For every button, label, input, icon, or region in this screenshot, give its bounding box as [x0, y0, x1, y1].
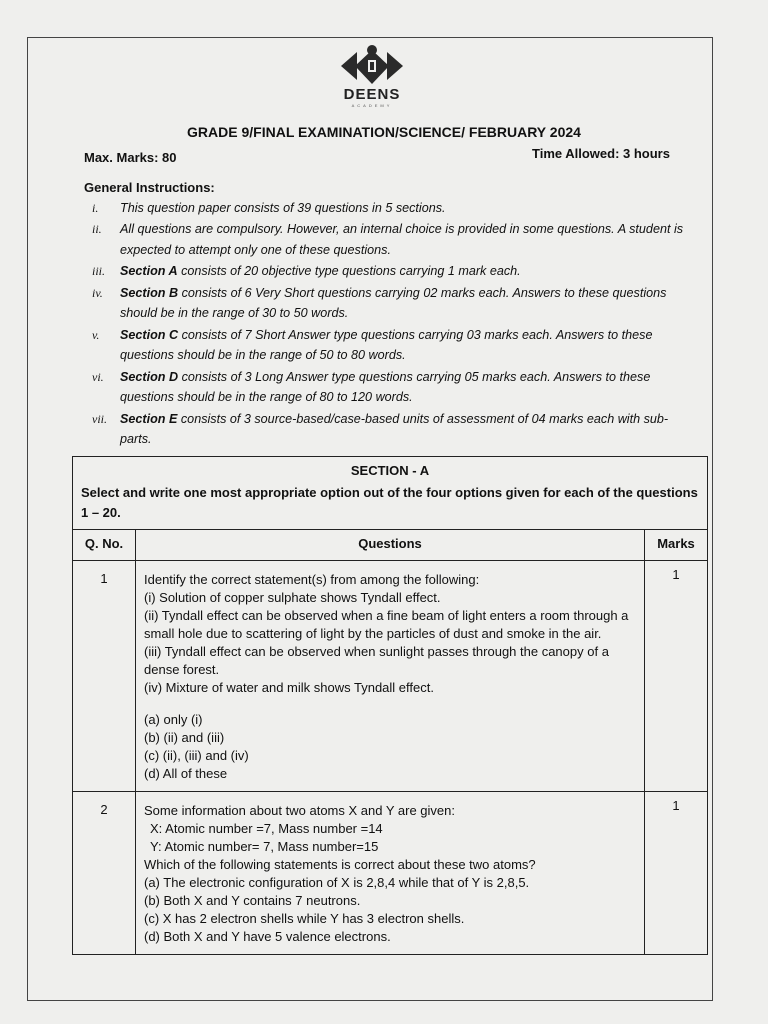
option: (b) Both X and Y contains 7 neutrons. — [144, 893, 361, 908]
section-description: Select and write one most appropriate option out of the four options given for each of the questions 1 – 20. — [81, 485, 698, 520]
logo-subtitle: ACADEMY — [351, 103, 393, 108]
school-logo — [334, 44, 410, 108]
questions-table — [72, 456, 708, 955]
question-number: 1 — [73, 561, 136, 792]
section-title: SECTION - A — [350, 463, 430, 478]
instruction-item: vi. Section D consists of 3 Long Answer type questions carrying 05 marks each. Answers to these questions should be in the range of 80 to 120 words. — [92, 369, 651, 405]
question-marks: 1 — [645, 792, 708, 955]
deens-logo-icon — [337, 44, 407, 88]
question-number: 2 — [73, 792, 136, 955]
option: (c) X has 2 electron shells while Y has 3 electron shells. — [144, 911, 465, 926]
question-text: Identify the correct statement(s) from among the following: (i) Solution of copper sulphate shows Tyndall effect. (ii) Tyndall effect can be observed when a fine beam of light enters a room through a small hole due to scattering of light by the particles of dust and smoke in the air. (iii) Tyndall effect can be observed when sunlight passes through the canopy of a dense forest. (iv) Mixture of water and milk shows Tyndall effect. (a) only (i) (b) (ii) and (iii) (c) (ii), (iii) and (iv) (d) All of these — [136, 561, 645, 792]
question-text: Some information about two atoms X and Y are given: X: Atomic number =7, Mass number =14 Y: Atomic number= 7, Mass number=15 Which of the following statements is correct about these two atoms? (a) The electronic configuration of X is 2,8,4 while that of Y is 2,8,5. (b) Both X and Y contains 7 neutrons. (c) X has 2 electron shells while Y has 3 electron shells. (d) Both X and Y have 5 valence electrons. — [136, 792, 645, 955]
option: (a) The electronic configuration of X is 2,8,4 while that of Y is 2,8,5. — [144, 875, 530, 890]
table-row — [73, 561, 708, 792]
option: (c) (ii), (iii) and (iv) — [144, 748, 249, 763]
time-allowed: Time Allowed: 3 hours — [532, 146, 670, 161]
header-marks: Marks — [645, 530, 708, 561]
instruction-item: iii. Section A consists of 20 objective type questions carrying 1 mark each. — [92, 264, 521, 279]
table-row — [73, 792, 708, 955]
instruction-item: i. This question paper consists of 39 questions in 5 sections. — [92, 201, 446, 215]
header-questions: Questions — [136, 530, 645, 561]
instruction-item: v. Section C consists of 7 Short Answer type questions carrying 03 marks each. Answers to these questions should be in the range of 50 to 80 words. — [92, 327, 653, 363]
exam-title: GRADE 9/FINAL EXAMINATION/SCIENCE/ FEBRUARY 2024 — [187, 124, 581, 140]
instruction-item: vii. Section E consists of 3 source-based/case-based units of assessment of 04 marks each with sub-parts. — [92, 411, 669, 447]
instructions-heading: General Instructions: — [84, 180, 215, 195]
option: (d) Both X and Y have 5 valence electrons. — [144, 929, 391, 944]
max-marks: Max. Marks: 80 — [84, 150, 177, 165]
logo-name: DEENS — [343, 86, 401, 103]
option: (a) only (i) — [144, 712, 203, 727]
question-marks: 1 — [645, 561, 708, 792]
option: (b) (ii) and (iii) — [144, 730, 225, 745]
instruction-item: iv. Section B consists of 6 Very Short questions carrying 02 marks each. Answers to these questions should be in the range of 30 to 50 words. — [92, 285, 667, 321]
header-qno: Q. No. — [73, 530, 136, 561]
instructions-list — [84, 198, 684, 451]
section-header — [73, 457, 708, 530]
instruction-item: ii. All questions are compulsory. However, an internal choice is provided in some questions. A student is expected to attempt only one of these questions. — [92, 222, 684, 257]
option: (d) All of these — [144, 766, 228, 781]
table-header-row — [73, 530, 708, 561]
